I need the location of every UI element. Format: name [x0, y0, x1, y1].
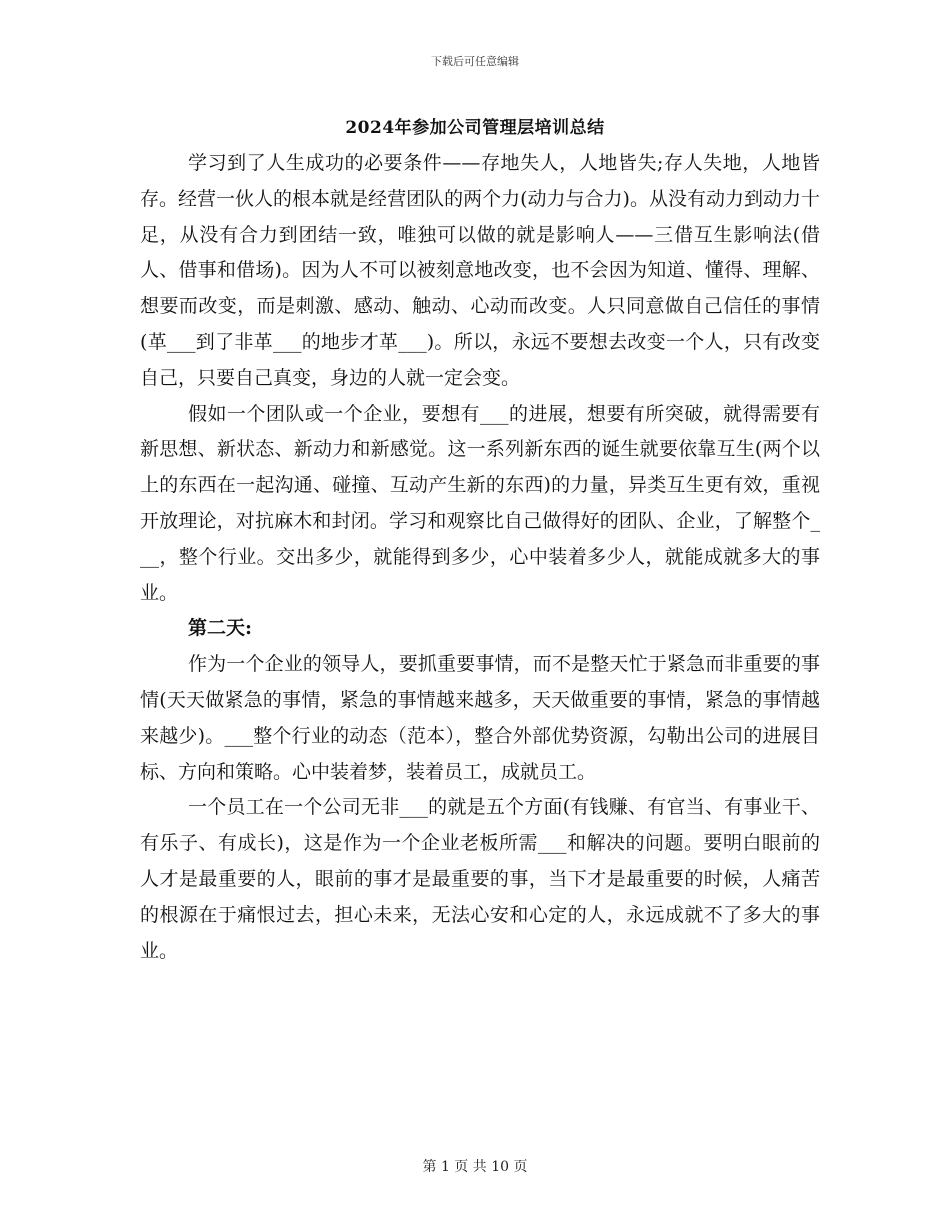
section-heading: 第二天: [188, 617, 253, 640]
header-note: 下载后可任意编辑 [431, 55, 519, 68]
page-footer: 第 1 页 共 10 页 [422, 1159, 528, 1175]
document-body [140, 146, 820, 969]
paragraph: 一个员工在一个公司无非___的就是五个方面(有钱赚、有官当、有事业干、有乐子、有成长)，这是作为一个企业老板所需___和解决的问题。要明白眼前的人才是最重要的人，眼前的事才是最重要的事，当下才是最重要的时候，人痛苦的根源在于痛恨过去，担心未来，无法心安和心定的人，永远成就不了多大的事业。 [140, 796, 820, 962]
document-title: 2024年参加公司管理层培训总结 [345, 118, 605, 138]
paragraph: 作为一个企业的领导人，要抓重要事情，而不是整天忙于紧急而非重要的事情(天天做紧急的事情，紧急的事情越来越多，天天做重要的事情，紧急的事情越来越少)。___整个行业的动态（范本），整合外部优势资源，勾勒出公司的进展目标、方向和策略。心中装着梦，装着员工，成就员工。 [140, 653, 820, 783]
paragraph: 假如一个团队或一个企业，要想有___的进展，想要有所突破，就得需要有新思想、新状态、新动力和新感觉。这一系列新东西的诞生就要依靠互生(两个以上的东西在一起沟通、碰撞、互动产生新的东西)的力量，异类互生更有效，重视开放理论，对抗麻木和封闭。学习和观察比自己做得好的团队、企业，了解整个___，整个行业。交出多少，就能得到多少，心中装着多少人，就能成就多大的事业。 [140, 402, 820, 604]
paragraph: 学习到了人生成功的必要条件——存地失人，人地皆失;存人失地，人地皆存。经营一伙人的根本就是经营团队的两个力(动力与合力)。从没有动力到动力十足，从没有合力到团结一致，唯独可以做的就是影响人——三借互生影响法(借人、借事和借场)。因为人不可以被刻意地改变，也不会因为知道、懂得、理解、想要而改变，而是刺激、感动、触动、心动而改变。人只同意做自己信任的事情(革___到了非革___的地步才革___)。所以，永远不要想去改变一个人，只有改变自己，只要自己真变，身边的人就一定会变。 [140, 152, 820, 389]
